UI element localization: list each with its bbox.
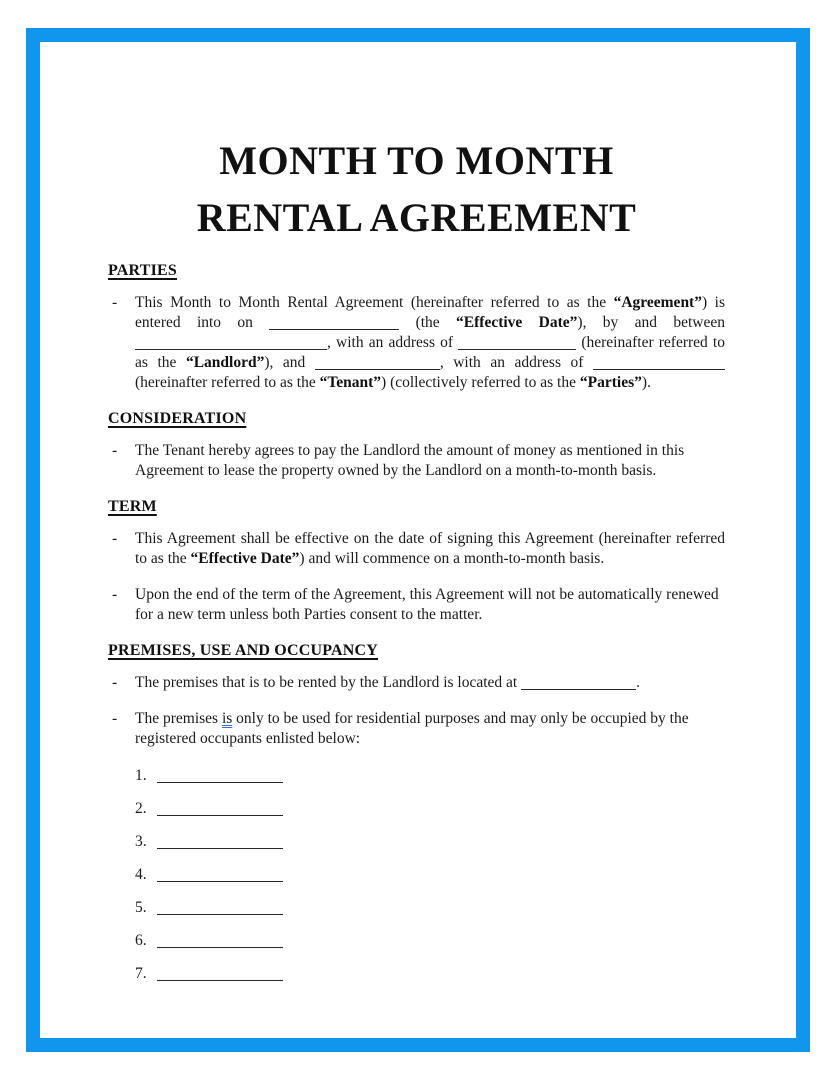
text-run: The premises that is to be rented by the Landlord is located at [135,674,522,691]
bullet-dash: - [112,530,118,547]
bullet-dash: - [112,674,118,691]
text-run: This Agreement shall be effective on the date of signing this Agreement (hereinafter referred to as the [135,530,725,567]
occupant-blank-line [157,933,283,948]
bullet-dash: - [112,710,118,727]
bold-term: “Tenant” [319,374,382,391]
occupant-blank-line [157,801,283,816]
document-content [108,42,725,997]
text-run: (the [399,314,457,331]
clause-text [135,709,725,749]
occupant-row [135,898,725,918]
blank-line [458,335,576,350]
occupant-row [135,964,725,984]
bullet-dash: - [112,442,118,459]
text-run: Upon the end of the term of the Agreement, this Agreement will not be automatically renewed for a new term unless both Parties consent to the matter. [135,586,719,623]
occupant-blank-line [157,900,283,915]
occupant-blank-line [157,867,283,882]
occupant-number: 4. [135,866,147,883]
section-parties [108,261,725,393]
occupant-number: 7. [135,965,147,982]
text-run: ), by and between [577,314,725,331]
occupant-row [135,865,725,885]
clause [108,673,725,693]
bold-term: “Parties” [579,374,642,391]
section-heading: TERM [108,498,157,515]
text-run: This Month to Month Rental Agreement (hereinafter referred to as the [135,294,614,311]
occupant-blank-line [157,768,283,783]
bold-term: “Landlord” [185,354,265,371]
grammar-marked-word: is [221,710,233,727]
blank-line [521,675,636,690]
text-run: ). [641,374,651,391]
blank-line [269,315,399,330]
bold-term: “Effective Date” [190,550,300,567]
occupant-blank-line [157,834,283,849]
section-heading: CONSIDERATION [108,410,247,427]
occupant-row [135,799,725,819]
text-run: , with an address of [327,334,459,351]
text-run: (hereinafter referred to as the [135,374,320,391]
clause-text [135,293,725,393]
document-sections [108,261,725,984]
text-run: ), and [264,354,315,371]
occupant-blank-line [157,966,283,981]
clause [108,441,725,481]
text-run: , with an address of [439,354,593,371]
section-heading: PREMISES, USE AND OCCUPANCY [108,642,379,659]
occupant-number: 3. [135,833,147,850]
section-heading: PARTIES [108,262,178,279]
section-term [108,497,725,625]
occupants-list [135,766,725,984]
occupant-number: 2. [135,800,147,817]
bullet-dash: - [112,586,118,603]
bullet-dash: - [112,294,118,311]
blank-line [135,335,327,350]
clause [108,585,725,625]
clause-text [135,529,725,569]
document-title-line-2: RENTAL AGREEMENT [196,195,637,240]
clause [108,709,725,749]
document-title [108,132,725,246]
occupant-number: 1. [135,767,147,784]
occupant-number: 6. [135,932,147,949]
occupant-row [135,832,725,852]
document-title-line-1: MONTH TO MONTH [219,138,614,183]
text-run: The Tenant hereby agrees to pay the Landlord the amount of money as mentioned in this Agreement to lease the property owned by the Landlord on a month-to-month basis. [135,442,685,479]
occupant-row [135,931,725,951]
text-run: only to be used for residential purposes and may only be occupied by the registered occupants enlisted below: [135,710,689,747]
blank-line [315,355,440,370]
occupant-number: 5. [135,899,147,916]
bold-term: “Effective Date” [456,314,578,331]
clause-text [135,441,725,481]
text-run: ) is entered into on [135,294,725,331]
section-consideration [108,409,725,481]
section-premises-use-and-occupancy [108,641,725,984]
clause-text [135,585,725,625]
occupant-row [135,766,725,786]
clause [108,293,725,393]
clause-text [135,673,725,693]
text-run: ) and will commence on a month-to-month basis. [299,550,605,567]
clause [108,529,725,569]
text-run: (hereinafter referred to as the [135,334,725,371]
blank-line [593,355,725,370]
text-run: The premises [135,710,222,727]
text-run: . [636,674,640,691]
bold-term: “Agreement” [613,294,702,311]
text-run: ) (collectively referred to as the [381,374,580,391]
